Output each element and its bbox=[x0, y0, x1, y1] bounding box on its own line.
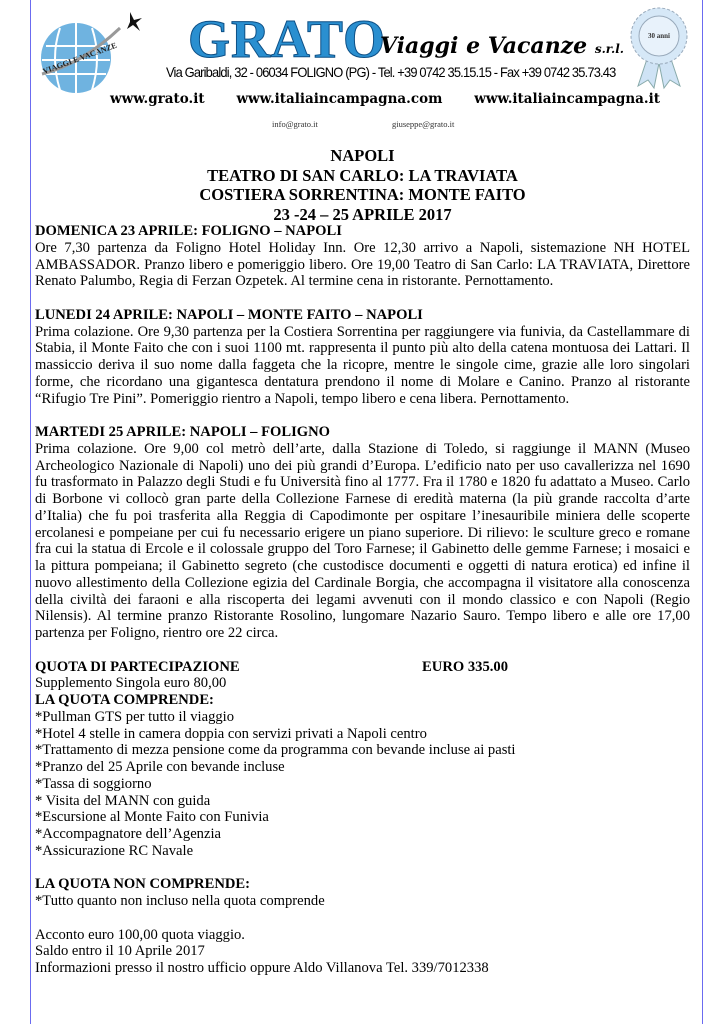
globe-logo-icon bbox=[38, 8, 150, 96]
brand-tagline bbox=[380, 32, 624, 63]
day-heading: DOMENICA 23 APRILE: FOLIGNO – NAPOLI bbox=[35, 223, 342, 239]
svg-text:30 anni: 30 anni bbox=[648, 32, 670, 40]
brand-name: GRATO bbox=[188, 9, 387, 69]
day-heading: MARTEDI 25 APRILE: NAPOLI – FOLIGNO bbox=[35, 424, 331, 440]
page-border-right bbox=[702, 0, 703, 1024]
excludes-item: *Tutto quanto non incluso nella quota comprende bbox=[35, 893, 325, 909]
email-link[interactable]: info@grato.it bbox=[272, 119, 318, 129]
svg-text:VIAGGI E VACANZE: VIAGGI E VACANZE bbox=[41, 40, 118, 76]
includes-item: *Trattamento di mezza pensione come da programma con bevande incluse ai pasti bbox=[35, 742, 516, 759]
title-line: TEATRO DI SAN CARLO: LA TRAVIATA bbox=[207, 165, 518, 185]
includes-item: *Assicurazione RC Navale bbox=[35, 842, 194, 859]
includes-heading: LA QUOTA COMPRENDE: bbox=[35, 692, 214, 708]
day-description: Ore 7,30 partenza da Foligno Hotel Holiday Inn. Ore 12,30 arrivo a Napoli, sistemazione NH HOTEL AMBASSADOR. Pranzo libero e pomeriggio libero. Ore 19,00 Teatro di San Carlo: LA TRAVIATA, Direttore Renato Palumbo, Regia di Ferzan Ozpetek. Al termine cena in ristorante. Pernottamento. bbox=[35, 239, 690, 290]
includes-item: *Tassa di soggiorno bbox=[35, 775, 152, 792]
contact-note: Informazioni presso il nostro ufficio oppure Aldo Villanova Tel. 339/7012338 bbox=[35, 960, 489, 976]
excludes-heading: LA QUOTA NON COMPRENDE: bbox=[35, 876, 250, 893]
trip-titles bbox=[35, 146, 690, 225]
deposit-note: Acconto euro 100,00 quota viaggio. bbox=[35, 926, 245, 943]
anniversary-seal-icon bbox=[628, 6, 690, 90]
includes-item: *Pullman GTS per tutto il viaggio bbox=[35, 708, 235, 725]
includes-item: *Accompagnatore dell’Agenzia bbox=[35, 826, 221, 842]
tagline-text: Viaggi e Vacanze bbox=[380, 33, 588, 59]
includes-item: * Visita del MANN con guida bbox=[35, 792, 211, 809]
price-label: QUOTA DI PARTECIPAZIONE bbox=[35, 658, 240, 675]
website-link[interactable]: www.italiaincampagna.com bbox=[236, 91, 443, 107]
includes-item: *Hotel 4 stelle in camera doppia con servizi privati a Napoli centro bbox=[35, 725, 427, 742]
day-description: Prima colazione. Ore 9,00 col metrò dell’arte, dalla Stazione di Toledo, si raggiunge il MANN (Museo Archeologico Nazionale di Napoli) uno dei più grandi d’Europa. L’edificio nato per uso cavallerizza nel 1690 fu trasformato in Palazzo degli Studi e fu Università fino al 1777. Fra il 1780 e 1820 fu adattato a Museo. Carlo di Borbone vi collocò gran parte della Collezione Farnese di eredità materna (la più grande raccolta d’arte d’Italia) che fu poi trasferita alla Reggia di Capodimonte per ospitare l’inesauribile miniera delle scoperte ercolanesi e pompeiane per cui fu necessario erigere un piano superiore. Di rilievo: le sculture greco e romane fra cui la statua di Ercole e il colossale gruppo del Toro Farnese; il Gabinetto delle gemme Farnese; i mosaici e la pittura pompeiana; il Gabinetto segreto (che custodisce documenti e oggetti di natura erotica) ed infine il nuovo allestimento della Collezione egizia del Cardinale Borgia, che accompagna il visitatore alla conoscenza della civiltà dei faraoni e alla riscoperta dei legami avvenuti con il mondo classico e con Napoli (Regio Nilensis). Al termine pranzo Ristorante Rosolino, lungomare Nazario Sauro. Tempo libero e alle ore 17,00 partenza per Foligno, rientro ore 22 circa. bbox=[35, 440, 690, 641]
single-supplement: Supplemento Singola euro 80,00 bbox=[35, 675, 227, 692]
day-description: Prima colazione. Ore 9,30 partenza per la Costiera Sorrentina per raggiungere via funivia, da Castellammare di Stabia, il Monte Faito che con i suoi 1100 mt. rappresenta il punto più alto della catena montuosa dei Lattari. Il massiccio deriva il suo nome dalla faggeta che la ricopre, mentre le singole cime, grazie alle loro singolari forme, che ricordano una gigantesca dentatura prendono il nome di Molare e Canino. Pranzo al ristorante “Rifugio Tre Pini”. Pomeriggio rientro a Napoli, tempo libero e cena libera. Pernottamento. bbox=[35, 323, 690, 407]
price-value: EURO 335.00 bbox=[422, 658, 508, 675]
email-link[interactable]: giuseppe@grato.it bbox=[391, 119, 455, 129]
page-border-left bbox=[30, 0, 31, 1024]
tagline-suffix: s.r.l. bbox=[594, 42, 624, 56]
title-line: 23 -24 – 25 APRILE 2017 bbox=[273, 205, 452, 225]
day-heading: LUNEDI 24 APRILE: NAPOLI – MONTE FAITO – NAPOLI bbox=[35, 306, 423, 323]
includes-item: *Escursione al Monte Faito con Funivia bbox=[35, 809, 269, 826]
email-links bbox=[272, 119, 526, 129]
balance-note: Saldo entro il 10 Aprile 2017 bbox=[35, 943, 205, 960]
price-row bbox=[35, 659, 690, 676]
includes-item: *Pranzo del 25 Aprile con bevande incluse bbox=[35, 759, 285, 775]
itinerary-body bbox=[35, 223, 690, 977]
website-links bbox=[110, 91, 660, 107]
title-line: COSTIERA SORRENTINA: MONTE FAITO bbox=[199, 185, 526, 205]
company-address: Via Garibaldi, 32 - 06034 FOLIGNO (PG) - Tel. +39 0742 35.15.15 - Fax +39 0742 35.73.43 bbox=[166, 64, 616, 80]
website-link[interactable]: www.grato.it bbox=[110, 91, 205, 107]
website-link[interactable]: www.italiaincampagna.it bbox=[474, 91, 660, 107]
title-line: NAPOLI bbox=[330, 146, 395, 165]
